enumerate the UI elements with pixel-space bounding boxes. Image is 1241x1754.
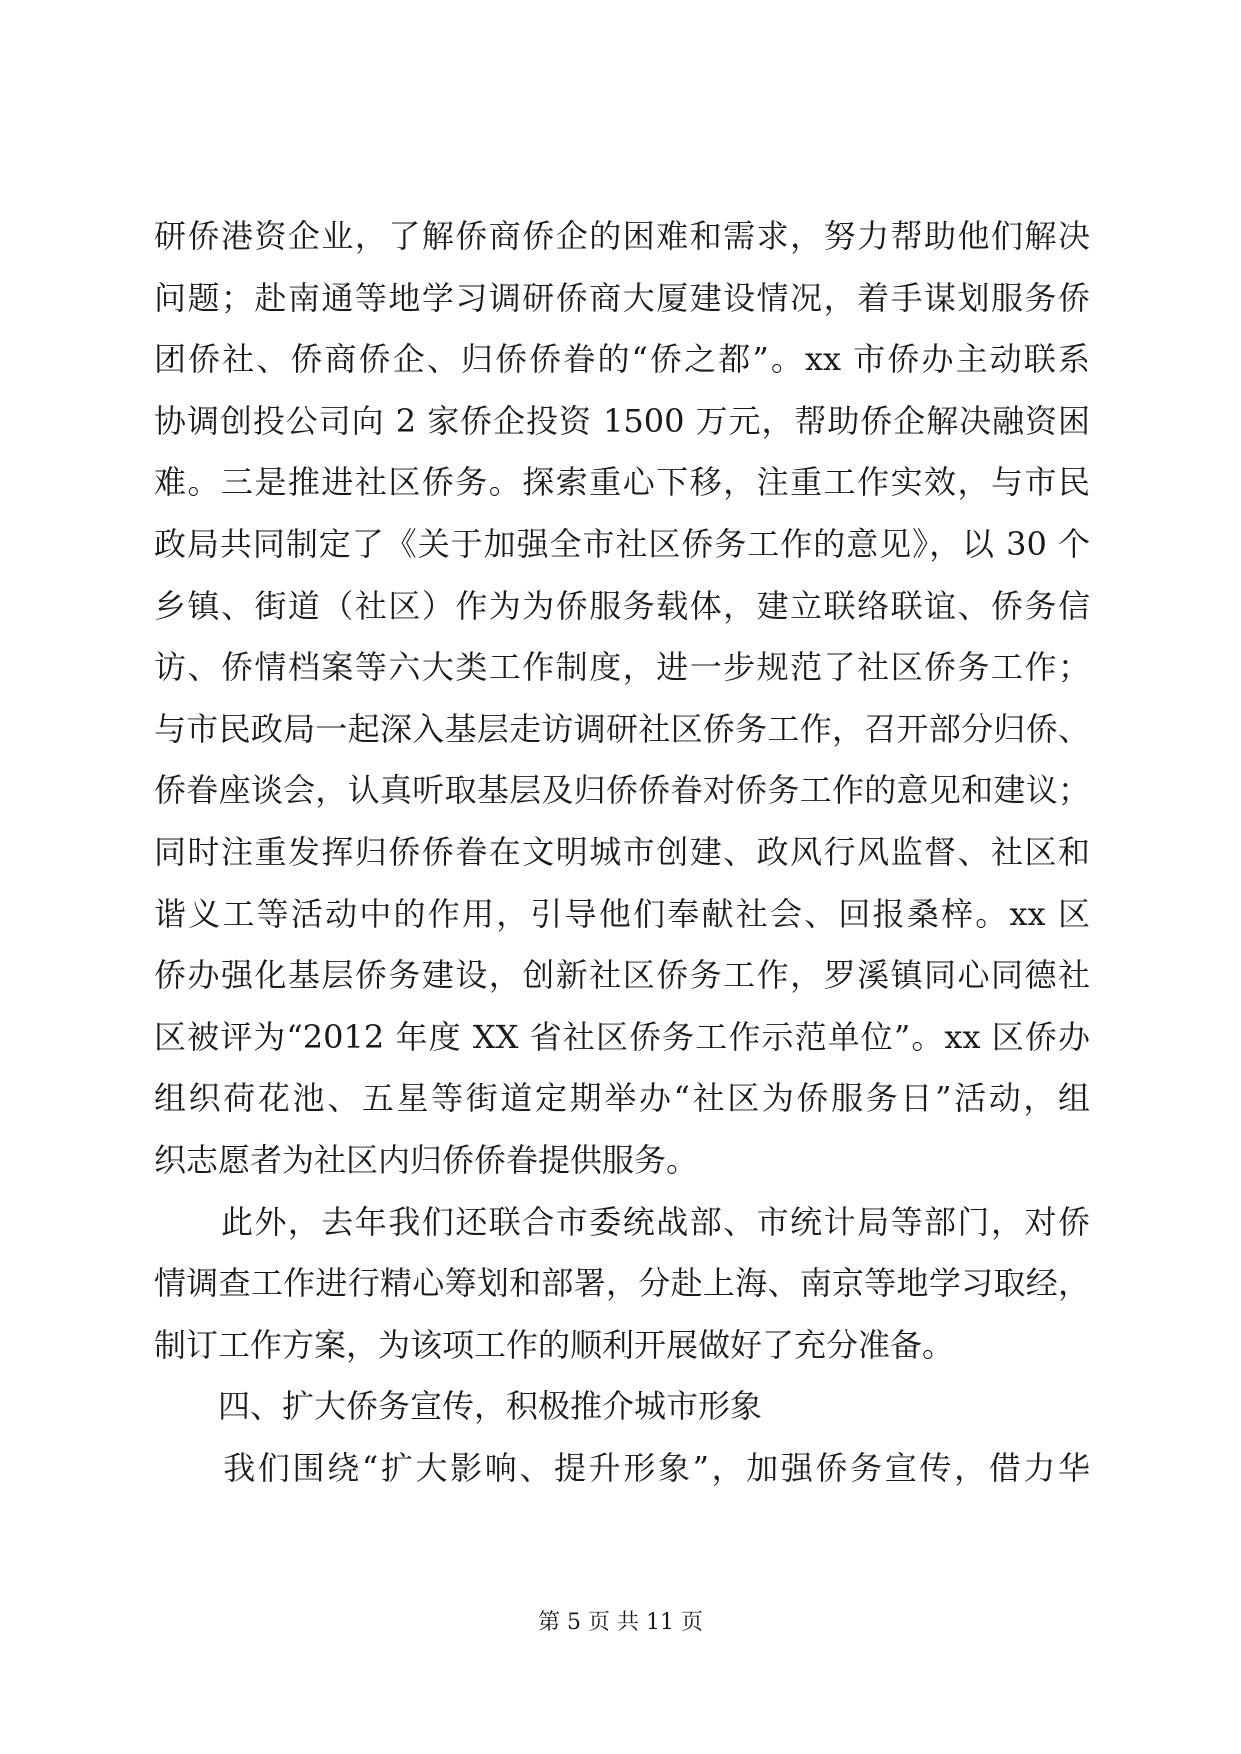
text-line: 此外，去年我们还联合市委统战部、市统计局等部门，对侨 xyxy=(154,1202,1090,1241)
text-line: 访、侨情档案等六大类工作制度，进一步规范了社区侨务工作； xyxy=(154,648,1090,687)
text-line: 区被评为“2012 年度 XX 省社区侨务工作示范单位”。xx 区侨办 xyxy=(154,1017,1090,1056)
paragraph-end-line: 制订工作方案，为该项工作的顺利开展做好了充分准备。 xyxy=(154,1325,955,1364)
page-number-footer: 第 5 页 共 11 页 xyxy=(538,1610,703,1635)
text-line: 我们围绕“扩大影响、提升形象”，加强侨务宣传，借力华 xyxy=(154,1448,1090,1487)
text-line: 与市民政局一起深入基层走访调研社区侨务工作，召开部分归侨、 xyxy=(154,709,1090,748)
text-line: 研侨港资企业，了解侨商侨企的困难和需求，努力帮助他们解决 xyxy=(154,217,1090,255)
paragraph-end-line: 织志愿者为社区内归侨侨眷提供服务。 xyxy=(154,1140,699,1179)
text-line: 乡镇、街道（社区）作为为侨服务载体，建立联络联谊、侨务信 xyxy=(154,586,1090,625)
text-line: 政局共同制定了《关于加强全市社区侨务工作的意见》，以 30 个 xyxy=(154,524,1090,563)
text-line: 侨眷座谈会，认真听取基层及归侨侨眷对侨务工作的意见和建议； xyxy=(154,771,1090,810)
text-line: 团侨社、侨商侨企、归侨侨眷的“侨之都”。xx 市侨办主动联系 xyxy=(154,340,1090,379)
text-line: 问题；赴南通等地学习调研侨商大厦建设情况，着手谋划服务侨 xyxy=(154,278,1090,317)
section-heading: 四、扩大侨务宣传，积极推介城市形象 xyxy=(154,1387,763,1426)
document-body xyxy=(154,206,1090,1499)
text-line: 谐义工等活动中的作用，引导他们奉献社会、回报桑梓。xx 区 xyxy=(154,894,1090,933)
text-line: 难。三是推进社区侨务。探索重心下移，注重工作实效，与市民 xyxy=(154,463,1090,502)
text-line: 协调创投公司向 2 家侨企投资 1500 万元，帮助侨企解决融资困 xyxy=(154,401,1090,440)
text-line: 同时注重发挥归侨侨眷在文明城市创建、政风行风监督、社区和 xyxy=(154,832,1090,871)
text-line: 组织荷花池、五星等街道定期举办“社区为侨服务日”活动，组 xyxy=(154,1079,1090,1118)
text-line: 情调查工作进行精心筹划和部署，分赴上海、南京等地学习取经， xyxy=(154,1264,1090,1303)
text-line: 侨办强化基层侨务建设，创新社区侨务工作，罗溪镇同心同德社 xyxy=(154,956,1090,995)
